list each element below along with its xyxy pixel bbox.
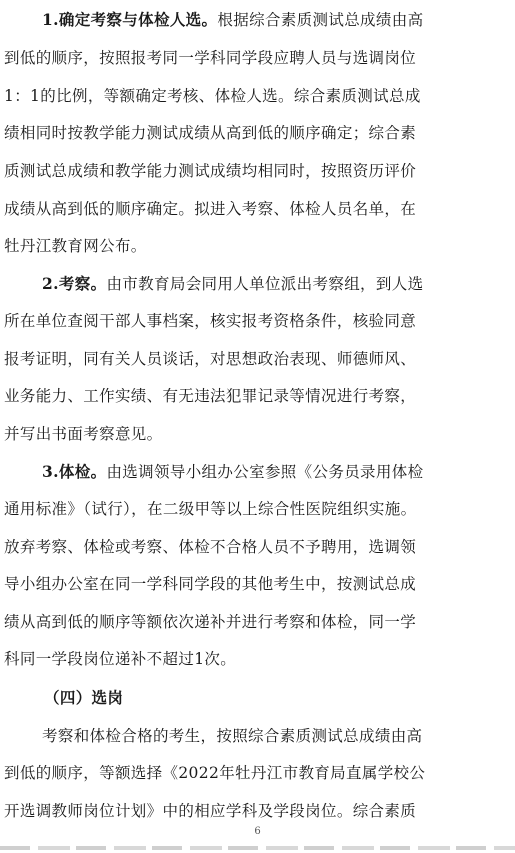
section-heading: 2.考察。 [42,274,107,293]
paragraph-text: 由市教育局会同用人单位派出考察组，到人选 [106,275,424,293]
paragraph-line: 质测试总成绩和教学能力测试成绩均相同时，按照资历评价 [4,162,417,180]
paragraph-line: 通用标准》（试行），在二级甲等以上综合性医院组织实施。 [4,500,417,518]
paragraph-line: 开选调教师岗位计划》中的相应学科及学段岗位。综合素质 [4,802,417,820]
paragraph-line [42,10,515,30]
paragraph-line: 并写出书面考察意见。 [4,425,163,443]
paragraph-line: 成绩从高到低的顺序确定。拟进入考察、体检人员名单，在 [4,200,417,218]
paragraph-line: 绩相同时按教学能力测试成绩从高到低的顺序确定；综合素 [4,124,417,142]
paragraph-line: 科同一学段岗位递补不超过1次。 [4,650,237,668]
section-heading: 1.确定考察与体检人选。 [42,10,218,29]
paragraph-line: 考察和体检合格的考生，按照综合素质测试总成绩由高 [42,727,423,745]
paragraph-text: 由选调领导小组办公室参照《公务员录用体检 [106,463,424,481]
paragraph-line: 绩从高到低的顺序等额依次递补并进行考察和体检，同一学 [4,613,417,631]
section-heading: （四）选岗 [44,688,124,707]
paragraph-text: 根据综合素质测试总成绩由高 [217,11,424,29]
paragraph-line: 导小组办公室在同一学科同学段的其他考生中，按测试总成 [4,575,417,593]
page-number: 6 [254,826,261,837]
paragraph-line [42,274,515,294]
paragraph-line: 牡丹江教育网公布。 [4,237,147,255]
paragraph-line: 所在单位查阅干部人事档案，核实报考资格条件，核验同意 [4,312,417,330]
section-heading: 3.体检。 [42,462,107,481]
paragraph-line: 到低的顺序，按照报考同一学科同学段应聘人员与选调岗位 [4,49,417,67]
paragraph-line [42,462,515,482]
paragraph-line: 放弃考察、体检或考察、体检不合格人员不予聘用，选调领 [4,538,417,556]
paragraph-line: 业务能力、工作实绩、有无违法犯罪记录等情况进行考察， [4,387,417,405]
paragraph-line: 报考证明，同有关人员谈话，对思想政治表现、师德师风、 [4,350,417,368]
paragraph-line: 1：1的比例，等额确定考核、体检人选。综合素质测试总成 [4,87,421,105]
paragraph-line: 到低的顺序，等额选择《2022年牡丹江市教育局直属学校公 [4,764,426,782]
next-page-edge [0,846,515,850]
